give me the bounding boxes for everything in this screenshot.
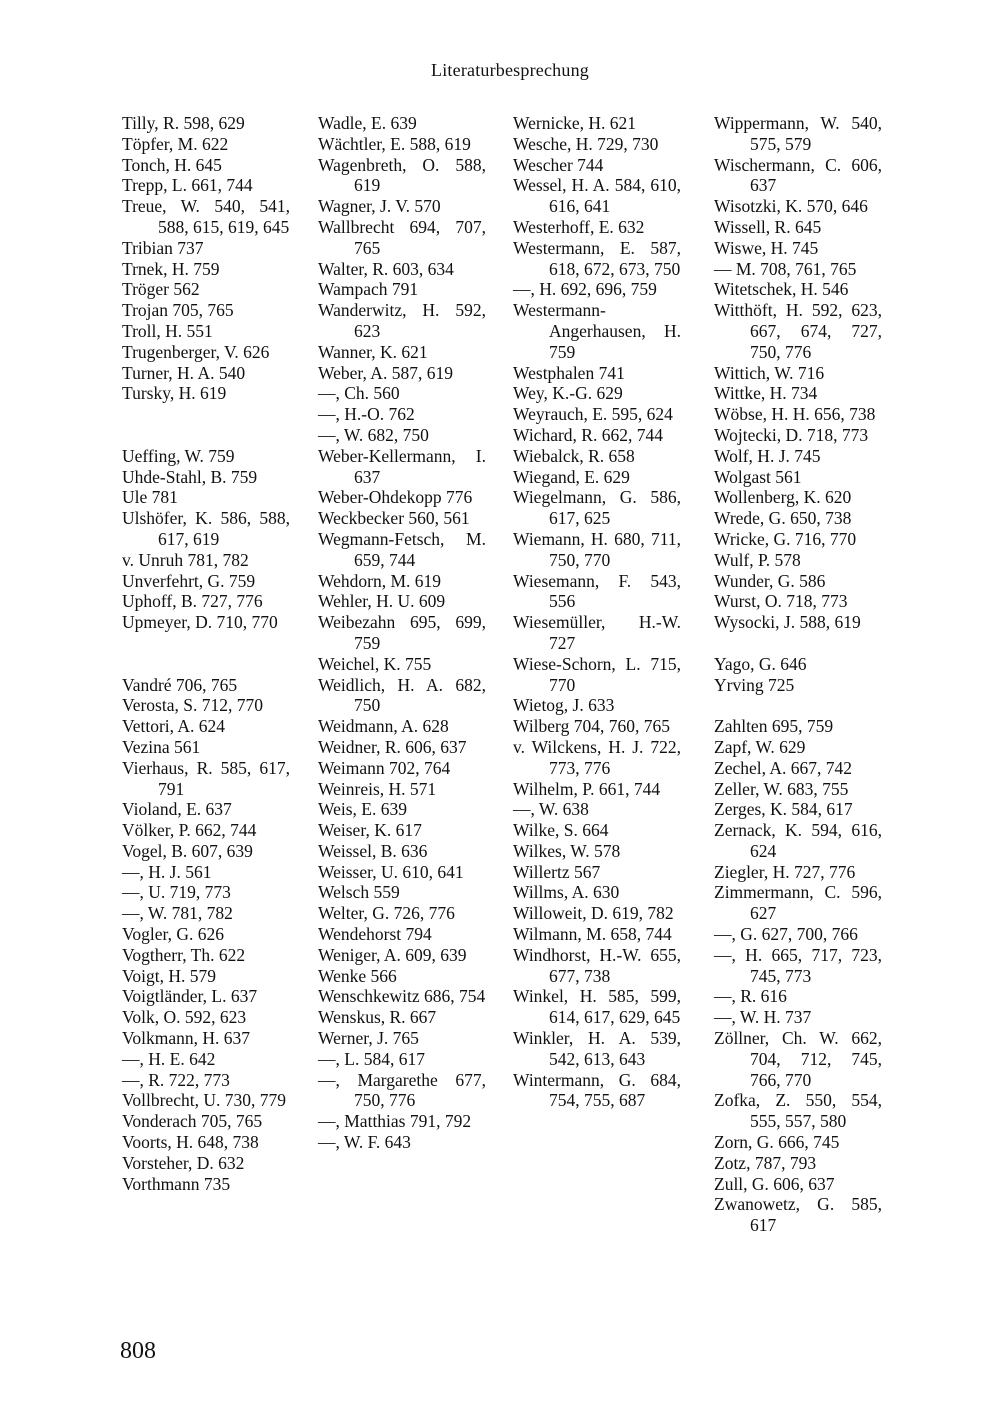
index-entry: Wiebalck, R. 658 (513, 445, 635, 466)
index-entry: Wunder, G. 586 (714, 570, 826, 591)
index-entry: Willertz 567 (513, 861, 601, 882)
index-entry: Wisotzki, K. 570, 646 (714, 196, 868, 217)
index-entry: Vettori, A. 624 (122, 716, 226, 737)
index-entry: Windhorst, H.-W. 655, 677, 738 (513, 944, 681, 986)
index-entry: Wiegand, E. 629 (513, 466, 630, 487)
index-entry: Westermann, E. 587, 618, 672, 673, 750 (513, 237, 681, 279)
index-entry: Völker, P. 662, 744 (122, 820, 257, 841)
index-entry: Westphalen 741 (513, 362, 625, 383)
index-entry: Wulf, P. 578 (714, 549, 801, 570)
index-entry: Trepp, L. 661, 744 (122, 175, 253, 196)
index-entry: Winkler, H. A. 539, 542, 613, 643 (513, 1028, 681, 1069)
section-gap (714, 633, 882, 654)
index-entry: Zotz, 787, 793 (714, 1152, 817, 1173)
index-entry: Vollbrecht, U. 730, 779 (122, 1090, 286, 1111)
index-entry: Wissell, R. 645 (714, 216, 822, 237)
page-number: 808 (120, 1338, 156, 1364)
index-entry: Werner, J. 765 (318, 1028, 419, 1049)
index-entry: —, H.-O. 762 (318, 404, 415, 425)
index-entry: Zofka, Z. 550, 554, 555, 557, 580 (714, 1090, 882, 1132)
index-entry: Wegmann-Fetsch, M. 659, 744 (318, 528, 486, 570)
index-entry: Wessel, H. A. 584, 610, 616, 641 (513, 175, 681, 217)
index-entry: Ueffing, W. 759 (122, 445, 235, 466)
index-entry: Westerhoff, E. 632 (513, 216, 645, 237)
index-entry: Wittke, H. 734 (714, 383, 818, 404)
index-entry: Trnek, H. 759 (122, 258, 220, 279)
index-entry: Weber-Ohdekopp 776 (318, 487, 473, 508)
index-column-4 (714, 113, 882, 1236)
index-entry: Wojtecki, D. 718, 773 (714, 424, 869, 445)
index-entry: Westermann-Angerhausen, H. 759 (513, 300, 681, 362)
index-entry: Witthöft, H. 592, 623, 667, 674, 727, 750, 776 (714, 300, 882, 362)
index-entry: Wehler, H. U. 609 (318, 591, 446, 612)
index-entry: Walter, R. 603, 634 (318, 258, 454, 279)
index-entry: Wiese-Schorn, L. 715, 770 (513, 653, 681, 695)
index-entry: —, H. 665, 717, 723, 745, 773 (714, 944, 882, 986)
index-entry: v. Wilckens, H. J. 722, 773, 776 (513, 736, 681, 778)
index-entry: Wöbse, H. H. 656, 738 (714, 404, 876, 425)
index-entry: Vorthmann 735 (122, 1173, 231, 1194)
index-entry: Wiswe, H. 745 (714, 237, 819, 258)
index-column-3 (513, 113, 681, 1111)
index-entry: Vorsteher, D. 632 (122, 1152, 245, 1173)
index-entry: Trojan 705, 765 (122, 300, 234, 321)
index-entry: Wurst, O. 718, 773 (714, 591, 848, 612)
index-entry: Welter, G. 726, 776 (318, 903, 455, 924)
index-entry: Zernack, K. 594, 616, 624 (714, 820, 882, 861)
index-entry: Zorn, G. 666, 745 (714, 1132, 840, 1153)
index-entry: — M. 708, 761, 765 (714, 258, 857, 279)
index-entry: Wietog, J. 633 (513, 695, 615, 716)
index-entry: Wolf, H. J. 745 (714, 445, 821, 466)
index-entry: —, W. 682, 750 (318, 424, 429, 445)
index-entry: —, G. 627, 700, 766 (714, 924, 858, 945)
index-entry: Zerges, K. 584, 617 (714, 799, 853, 820)
index-entry: Weber, A. 587, 619 (318, 362, 453, 383)
index-entry: —, L. 584, 617 (318, 1048, 425, 1069)
index-entry: Töpfer, M. 622 (122, 133, 229, 154)
index-entry: Wey, K.-G. 629 (513, 383, 623, 404)
index-entry: Tröger 562 (122, 279, 200, 300)
index-entry: Wächtler, E. 588, 619 (318, 133, 471, 154)
index-entry: Uhde-Stahl, B. 759 (122, 466, 258, 487)
index-entry: Willoweit, D. 619, 782 (513, 903, 674, 924)
index-entry: Vogtherr, Th. 622 (122, 944, 246, 965)
index-entry: Wagenbreth, O. 588, 619 (318, 154, 486, 196)
index-entry: Wenke 566 (318, 965, 397, 986)
index-entry: Zahlten 695, 759 (714, 716, 834, 737)
index-entry: Weyrauch, E. 595, 624 (513, 404, 673, 425)
index-entry: Wittich, W. 716 (714, 362, 825, 383)
index-entry: Wichard, R. 662, 744 (513, 424, 663, 445)
index-entry: Tilly, R. 598, 629 (122, 113, 245, 133)
index-entry: Wampach 791 (318, 279, 419, 300)
index-entry: —, R. 722, 773 (122, 1069, 230, 1090)
index-entry: Willms, A. 630 (513, 882, 620, 903)
index-entry: Wippermann, W. 540, 575, 579 (714, 113, 882, 154)
index-column-2 (318, 113, 486, 1153)
index-entry: —, W. F. 643 (318, 1132, 411, 1153)
section-gap (122, 633, 290, 654)
index-entry: Weinreis, H. 571 (318, 778, 437, 799)
index-entry: Wrede, G. 650, 738 (714, 508, 852, 529)
index-entry: —, R. 616 (714, 986, 787, 1007)
index-entry: Winkel, H. 585, 599, 614, 617, 629, 645 (513, 986, 681, 1028)
index-entry: Wenskus, R. 667 (318, 1007, 437, 1028)
index-entry: Weibezahn 695, 699, 759 (318, 612, 486, 653)
index-entry: Wiesemann, F. 543, 556 (513, 570, 681, 612)
running-header: Literaturbesprechung (431, 60, 589, 80)
index-entry: Wescher 744 (513, 154, 604, 175)
index-entry: Zeller, W. 683, 755 (714, 778, 849, 799)
index-entry: Wesche, H. 729, 730 (513, 133, 659, 154)
index-entry: Zöllner, Ch. W. 662, 704, 712, 745, 766, 770 (714, 1028, 882, 1090)
index-entry: Vogler, G. 626 (122, 924, 225, 945)
section-gap (714, 695, 882, 716)
index-entry: Vogel, B. 607, 639 (122, 840, 253, 861)
index-entry: Weissel, B. 636 (318, 840, 428, 861)
section-gap (122, 425, 290, 446)
index-entry: Weis, E. 639 (318, 799, 407, 820)
index-entry: Wiemann, H. 680, 711, 750, 770 (513, 528, 681, 570)
index-entry: Weber-Kellermann, I. 637 (318, 445, 486, 487)
index-entry: Voorts, H. 648, 738 (122, 1132, 259, 1153)
index-entry: Voigtländer, L. 637 (122, 986, 258, 1007)
index-entry: Verosta, S. 712, 770 (122, 695, 263, 716)
index-column-1 (122, 113, 290, 1194)
index-entry: Wanner, K. 621 (318, 341, 428, 362)
index-entry: Troll, H. 551 (122, 320, 213, 341)
index-entry: Wilmann, M. 658, 744 (513, 924, 672, 945)
index-entry: Wagner, J. V. 570 (318, 196, 441, 217)
index-entry: Treue, W. 540, 541, 588, 615, 619, 645 (122, 196, 290, 237)
index-entry: Ziegler, H. 727, 776 (714, 861, 856, 882)
index-entry: —, U. 719, 773 (122, 882, 231, 903)
index-entry: Wanderwitz, H. 592, 623 (318, 300, 486, 341)
index-entry: Wernicke, H. 621 (513, 113, 636, 133)
index-entry: —, Matthias 791, 792 (318, 1111, 472, 1132)
section-gap (122, 654, 290, 675)
index-entry: —, H. 692, 696, 759 (513, 279, 657, 300)
index-entry: —, W. 638 (513, 799, 589, 820)
index-entry: Tribian 737 (122, 237, 204, 258)
index-entry: Wintermann, G. 684, 754, 755, 687 (513, 1069, 681, 1111)
index-entry: Weidmann, A. 628 (318, 716, 449, 737)
index-entry: Wenschkewitz 686, 754 (318, 986, 486, 1007)
index-entry: Zapf, W. 629 (714, 736, 806, 757)
index-entry: Weckbecker 560, 561 (318, 508, 470, 529)
index-entry: Wricke, G. 716, 770 (714, 528, 857, 549)
index-entry: Ulshöfer, K. 586, 588, 617, 619 (122, 508, 290, 549)
index-entry: Trugenberger, V. 626 (122, 341, 270, 362)
index-entry: Weniger, A. 609, 639 (318, 944, 467, 965)
index-entry: Witetschek, H. 546 (714, 279, 849, 300)
index-entry: Weimann 702, 764 (318, 757, 451, 778)
index-entry: —, W. 781, 782 (122, 903, 233, 924)
index-entry: Weisser, U. 610, 641 (318, 861, 464, 882)
index-entry: —, H. E. 642 (122, 1048, 216, 1069)
index-entry: Wolgast 561 (714, 466, 802, 487)
index-entry: Wiesemüller, H.-W. 727 (513, 612, 681, 653)
index-entry: Zechel, A. 667, 742 (714, 757, 853, 778)
index-entry: Volkmann, H. 637 (122, 1028, 251, 1049)
index-entry: Violand, E. 637 (122, 799, 232, 820)
index-entry: Wollenberg, K. 620 (714, 487, 852, 508)
index-entry: v. Unruh 781, 782 (122, 549, 249, 570)
index-entry: Wehdorn, M. 619 (318, 570, 442, 591)
index-entry: Voigt, H. 579 (122, 965, 216, 986)
index-entry: Wischermann, C. 606, 637 (714, 154, 882, 196)
index-entry: Upmeyer, D. 710, 770 (122, 612, 278, 633)
index-entry: Vezina 561 (122, 736, 201, 757)
index-entry: Tonch, H. 645 (122, 154, 222, 175)
index-entry: Wysocki, J. 588, 619 (714, 612, 861, 633)
index-entry: Volk, O. 592, 623 (122, 1007, 247, 1028)
index-entry: Wadle, E. 639 (318, 113, 417, 133)
index-entry: Zimmermann, C. 596, 627 (714, 882, 882, 924)
index-entry: Vandré 706, 765 (122, 674, 238, 695)
index-entry: Yago, G. 646 (714, 653, 807, 674)
index-entry: Uphoff, B. 727, 776 (122, 591, 263, 612)
index-entry: Weichel, K. 755 (318, 653, 432, 674)
index-entry: Zwanowetz, G. 585, 617 (714, 1194, 882, 1236)
index-entry: Wiegelmann, G. 586, 617, 625 (513, 487, 681, 529)
index-entry: Weiser, K. 617 (318, 820, 422, 841)
index-entry: Wilberg 704, 760, 765 (513, 716, 670, 737)
index-entry: Zull, G. 606, 637 (714, 1173, 835, 1194)
index-entry: —, W. H. 737 (714, 1007, 812, 1028)
index-entry: Vonderach 705, 765 (122, 1111, 263, 1132)
index-entry: Wendehorst 794 (318, 924, 432, 945)
index-entry: Wilkes, W. 578 (513, 840, 621, 861)
index-entry: Weidlich, H. A. 682, 750 (318, 674, 486, 716)
index-entry: Wilhelm, P. 661, 744 (513, 778, 661, 799)
index-entry: —, Margarethe 677, 750, 776 (318, 1069, 486, 1111)
index-entry: Tursky, H. 619 (122, 383, 227, 404)
index-entry: Wilke, S. 664 (513, 820, 609, 841)
index-entry: Vierhaus, R. 585, 617, 791 (122, 757, 290, 799)
index-entry: Turner, H. A. 540 (122, 362, 246, 383)
index-entry: —, Ch. 560 (318, 383, 400, 404)
section-gap (122, 404, 290, 425)
index-entry: Weidner, R. 606, 637 (318, 736, 467, 757)
index-entry: Welsch 559 (318, 882, 400, 903)
index-entry: —, H. J. 561 (122, 861, 212, 882)
index-entry: Wallbrecht 694, 707, 765 (318, 216, 486, 258)
index-entry: Unverfehrt, G. 759 (122, 570, 256, 591)
index-entry: Yrving 725 (714, 674, 795, 695)
index-entry: Ule 781 (122, 487, 178, 508)
